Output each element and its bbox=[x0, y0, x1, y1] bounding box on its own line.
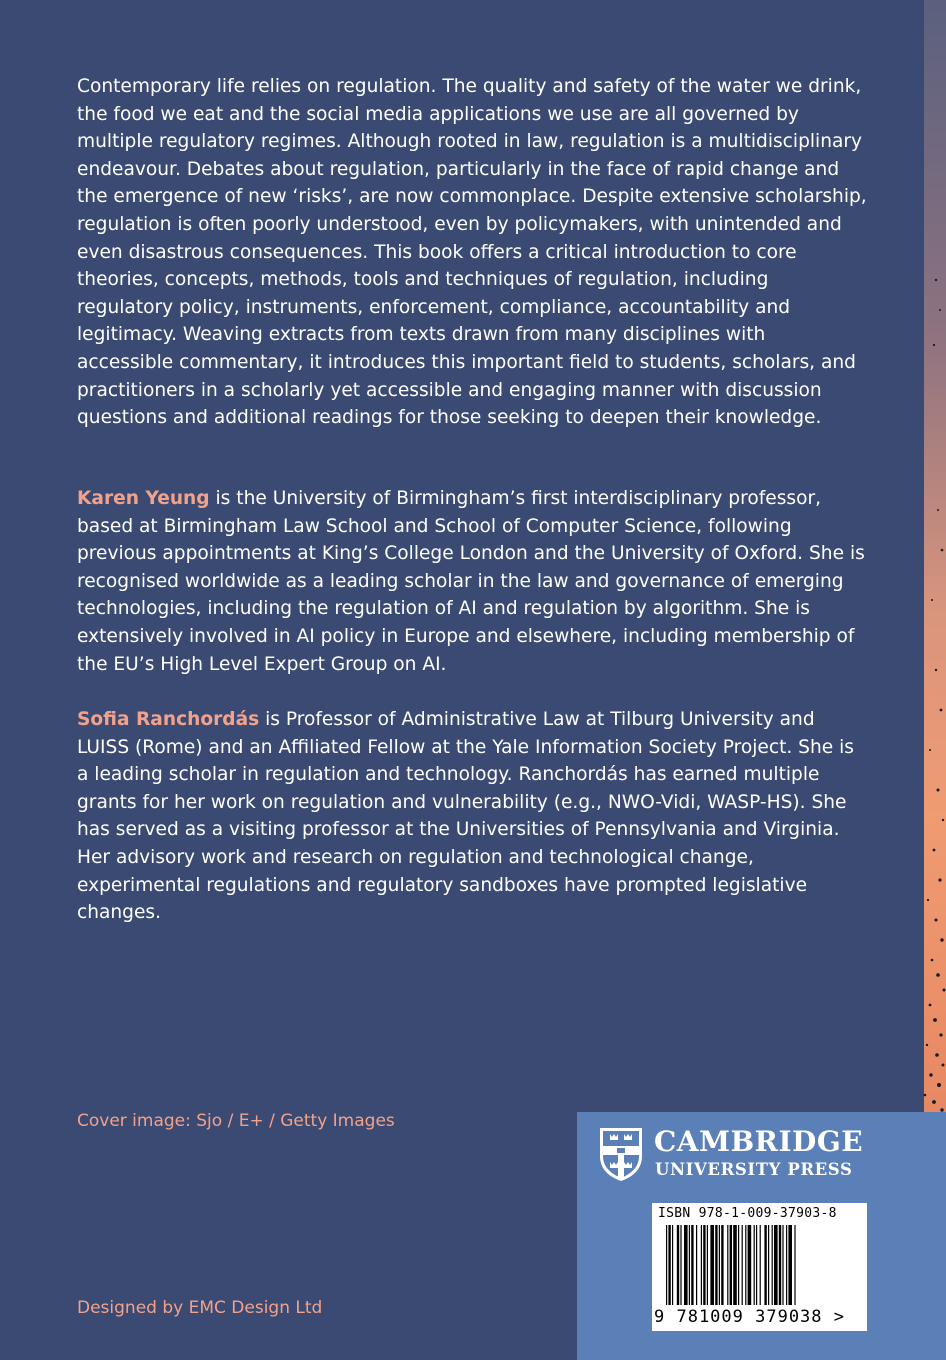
book-description: Contemporary life relies on regulation. The quality and safety of the water we drink, the food we eat and the social media applications we use are all governed by multiple regulatory regimes. Although rooted in law, regulation is a multidisciplinary endeavour. Debates about regulation, particularly in the face of rapid change and the emergence of new ‘risks’, are now commonplace. Despite extensive scholarship, regulation is often poorly understood, even by policymakers, with unintended and even disastrous consequences. This book offers a critical introduction to core theories, concepts, methods, tools and techniques of regulation, including regulatory policy, instruments, enforcement, compliance, accountability and legitimacy. Weaving extracts from texts drawn from many disciplines with accessible commentary, it introduces this important field to students, scholars, and practitioners in a scholarly yet accessible and engaging manner with discussion questions and additional readings for those seeking to deepen their knowledge. bbox=[77, 76, 867, 429]
designer-credit: Designed by EMC Design Ltd bbox=[77, 1298, 323, 1318]
author-bio-text: is Professor of Administrative Law at Tilburg University and LUISS (Rome) and an Affiliated Fellow at the Yale Information Society Project. She is a leading scholar in regulation and technology. Ranchordás has earned multiple grants for her work on regulation and vulnerability (e.g., NWO-Vidi, WASP-HS). She has served as a visiting professor at the Universities of Pennsylvania and Virginia. Her advisory work and research on regulation and technological change, experimental regulations and regulatory sandboxes have prompted legislative changes. bbox=[77, 709, 854, 924]
barcode-digits: 9 781009 379038 > bbox=[654, 1307, 845, 1327]
barcode bbox=[652, 1203, 867, 1331]
author-name: Sofia Ranchordás bbox=[77, 709, 260, 730]
isbn-number: ISBN 978-1-009-37903-8 bbox=[658, 1206, 837, 1221]
author-name: Karen Yeung bbox=[77, 488, 210, 509]
cambridge-shield-logo bbox=[598, 1126, 644, 1182]
author-bio-text: is the University of Birmingham’s first interdisciplinary professor, based at Birmingham Law School and School of Computer Science, following previous appointments at King’s College London and the University of Oxford. She is recognised worldwide as a leading scholar in the law and governance of emerging technologies, including the regulation of AI and regulation by algorithm. She is extensively involved in AI policy in Europe and elsewhere, including membership of the EU’s High Level Expert Group on AI. bbox=[77, 488, 865, 675]
author-bio-sofia-ranchordas bbox=[77, 706, 867, 927]
publisher-subname: UNIVERSITY PRESS bbox=[655, 1160, 853, 1179]
cover-image-credit: Cover image: Sjo / E+ / Getty Images bbox=[77, 1111, 395, 1131]
publisher-name: CAMBRIDGE bbox=[654, 1125, 864, 1158]
author-bio-karen-yeung bbox=[77, 485, 867, 678]
bird-flock-image bbox=[916, 250, 946, 1150]
